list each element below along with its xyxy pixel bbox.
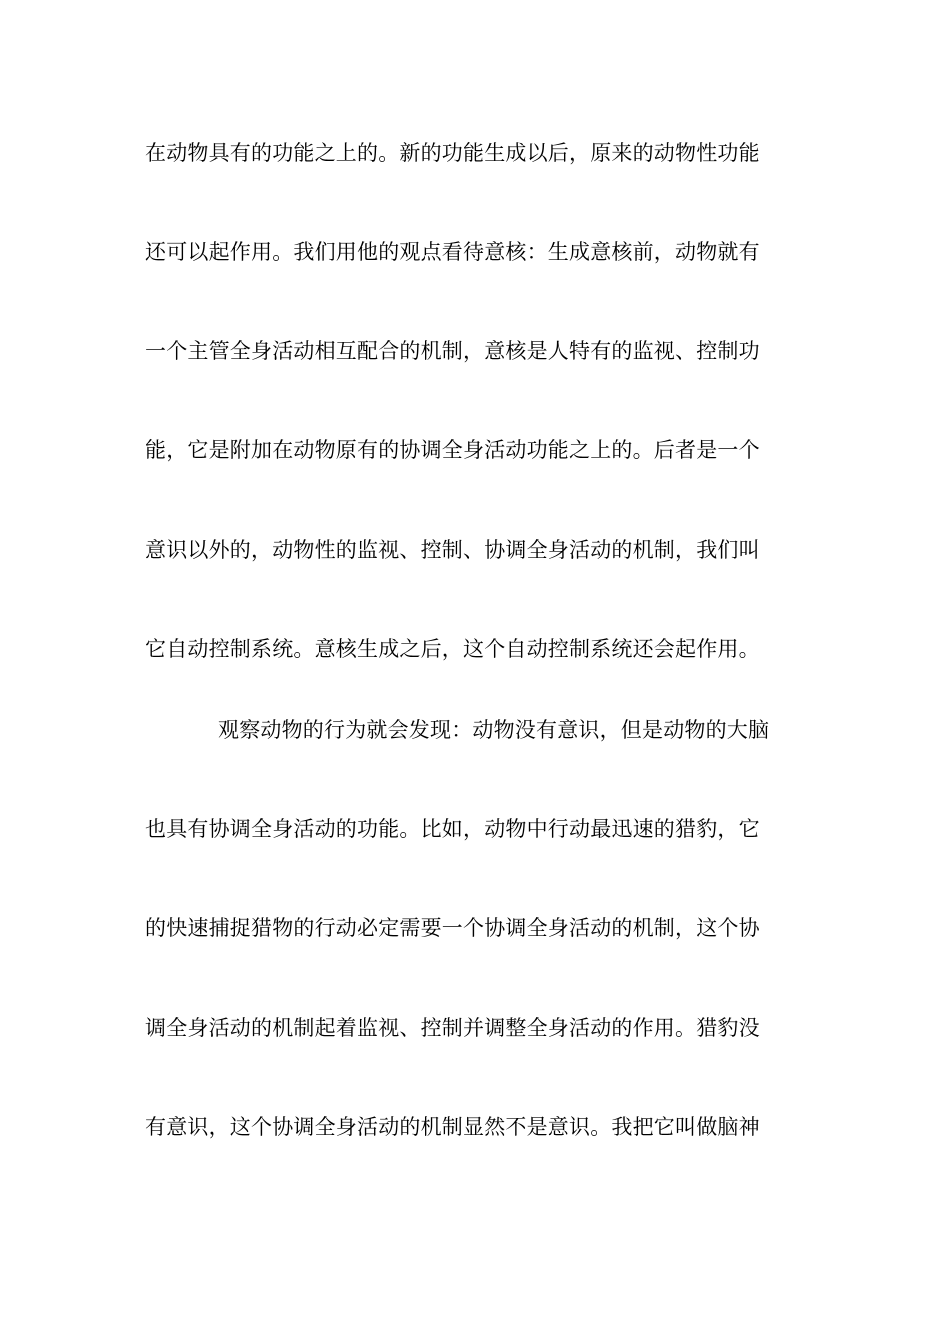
text-line: 一个主管全身活动相互配合的机制，意核是人特有的监视、控制功: [145, 339, 760, 363]
text-line: 能，它是附加在动物原有的协调全身活动功能之上的。后者是一个: [145, 438, 760, 462]
text-line: 有意识，这个协调全身活动的机制显然不是意识。我把它叫做脑神: [145, 1115, 760, 1139]
text-line: 调全身活动的机制起着监视、控制并调整全身活动的作用。猎豹没: [145, 1016, 760, 1040]
text-line: 在动物具有的功能之上的。新的功能生成以后，原来的动物性功能: [145, 141, 760, 165]
text-line: 的快速捕捉猎物的行动必定需要一个协调全身活动的机制，这个协: [145, 916, 760, 940]
text-line: 意识以外的，动物性的监视、控制、协调全身活动的机制，我们叫: [145, 538, 760, 562]
text-line: 还可以起作用。我们用他的观点看待意核：生成意核前，动物就有: [145, 240, 760, 264]
text-line: 它自动控制系统。意核生成之后，这个自动控制系统还会起作用。: [145, 637, 760, 661]
text-line: 观察动物的行为就会发现：动物没有意识，但是动物的大脑: [218, 718, 770, 742]
text-line: 也具有协调全身活动的功能。比如，动物中行动最迅速的猎豹，它: [145, 817, 760, 841]
